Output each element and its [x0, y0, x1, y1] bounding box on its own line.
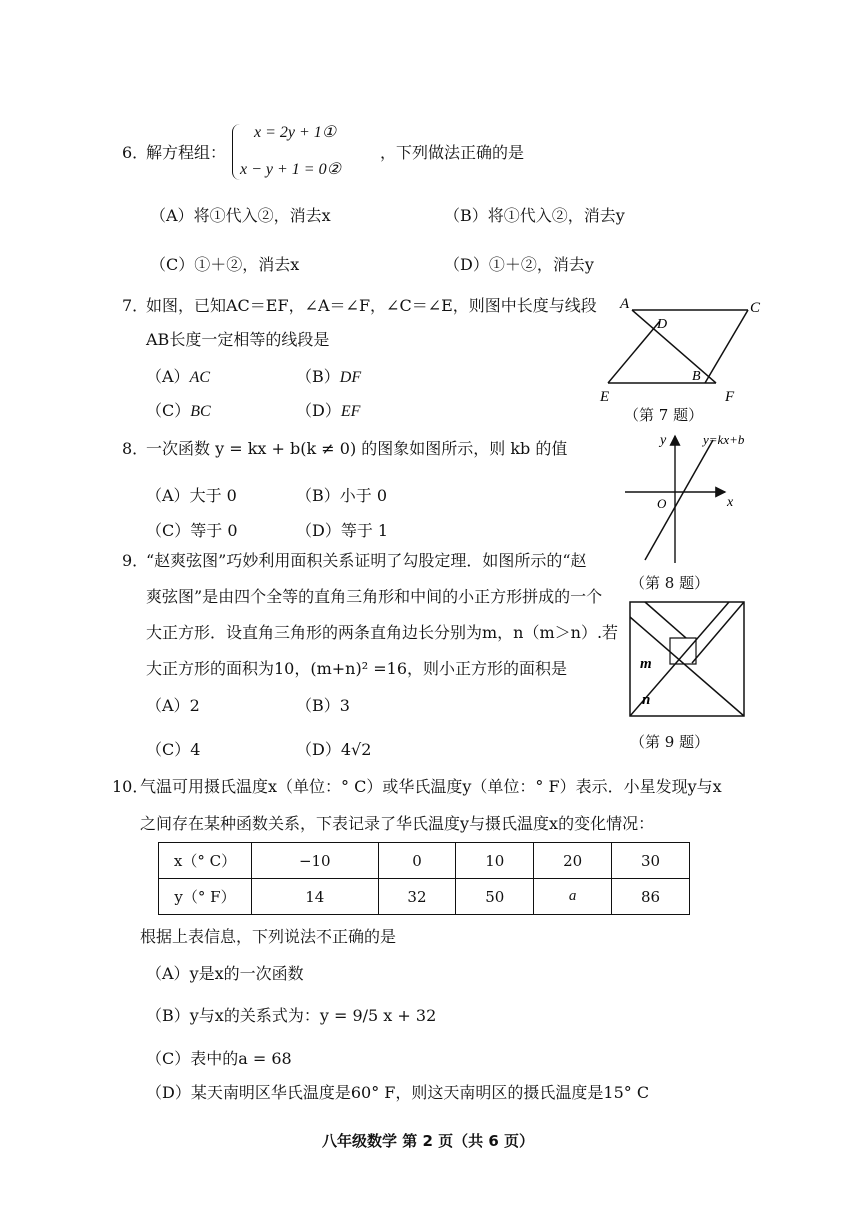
q10-option-d: （D）某天南明区华氏温度是60° F，则这天南明区的摄氏温度是15° C	[146, 1083, 650, 1102]
q9-inner-square	[670, 638, 696, 664]
q8-option-c: （C）等于 0	[146, 521, 238, 540]
q9-option-d: （D）4√2	[296, 740, 372, 759]
q10-cell: −10	[252, 843, 379, 879]
q10-line-1: 气温可用摄氏温度x（单位：° C）或华氏温度y（单位：° F）表示．小星发现y与x	[140, 777, 722, 796]
q10-cell: 0	[378, 843, 456, 879]
q6-equation-2: x − y + 1 = 0②	[240, 161, 341, 178]
q7-segment-cb	[705, 310, 748, 383]
q10-line-3: 根据上表信息，下列说法不正确的是	[140, 927, 397, 946]
q7-option-a: （A）AC	[146, 367, 211, 386]
q7-point-b: B	[692, 369, 701, 384]
q9-number: 9．	[122, 551, 149, 570]
q8-figure	[615, 428, 765, 568]
q9-line-1: “赵爽弦图”巧妙利用面积关系证明了勾股定理．如图所示的“赵	[146, 551, 587, 570]
q8-origin-label: O	[657, 496, 667, 511]
q7-figure	[590, 288, 780, 418]
q8-text: 一次函数 y = kx + b(k ≠ 0) 的图象如图所示，则 kb 的值	[146, 439, 568, 458]
q7-point-c: C	[750, 300, 761, 316]
q9-option-c: （C）4	[146, 740, 201, 759]
q10-cell: 32	[378, 879, 456, 915]
q7-option-b: （B）DF	[296, 367, 362, 386]
q9-segment-3	[692, 602, 744, 663]
q9-line-3: 大正方形．设直角三角形的两条直角边长分别为m，n（m＞n）.若	[146, 623, 619, 642]
q8-axis-x-label: x	[727, 495, 734, 510]
q8-axis-y-label: y	[660, 433, 667, 448]
q7-caption: （第 7 题）	[624, 406, 704, 424]
q7-option-c: （C）BC	[146, 401, 211, 420]
q9-line-4: 大正方形的面积为10，(m+n)² =16，则小正方形的面积是	[146, 659, 567, 678]
q10-line-2: 之间存在某种函数关系，下表记录了华氏温度y与摄氏温度x的变化情况：	[140, 814, 655, 833]
q7-segment-de	[608, 321, 660, 383]
q8-line-label: y=kx+b	[703, 432, 745, 447]
q6-option-b: （B）将①代入②，消去y	[444, 206, 625, 225]
q9-caption: （第 9 题）	[630, 733, 710, 751]
q10-cell: 14	[252, 879, 379, 915]
q8-option-d: （D）等于 1	[296, 521, 389, 540]
q10-cell-header-x: x（° C）	[159, 843, 252, 879]
q10-cell: 10	[456, 843, 534, 879]
q9-option-b: （B）3	[296, 696, 350, 715]
q10-cell: 50	[456, 879, 534, 915]
q8-option-b: （B）小于 0	[296, 486, 388, 505]
q7-line-1: 如图，已知AC＝EF，∠A＝∠F，∠C＝∠E，则图中长度与线段	[146, 296, 597, 315]
q10-cell: a	[534, 879, 612, 915]
q8-function-line	[645, 440, 713, 560]
page-footer: 八年级数学 第 2 页（共 6 页）	[322, 1132, 534, 1150]
q8-option-a: （A）大于 0	[146, 486, 237, 505]
q7-segment-af	[632, 310, 716, 383]
q10-cell: 20	[534, 843, 612, 879]
q9-option-a: （A）2	[146, 696, 200, 715]
q7-point-f: F	[725, 389, 735, 405]
q7-point-a: A	[620, 296, 630, 312]
q10-number: 10．	[112, 777, 149, 796]
q10-option-b: （B）y与x的关系式为：y = 9/5 x + 32	[146, 1006, 437, 1025]
q6-option-d: （D）①＋②，消去y	[444, 255, 594, 274]
q9-figure	[626, 598, 748, 722]
q9-label-n: n	[642, 692, 651, 708]
q7-point-d: D	[657, 317, 668, 332]
q6-option-c: （C）①＋②，消去x	[150, 255, 300, 274]
q6-suffix: ，下列做法正确的是	[380, 143, 525, 162]
q10-table	[158, 842, 690, 915]
q9-label-m: m	[640, 656, 652, 672]
q6-prefix: 解方程组：	[146, 143, 227, 162]
q10-option-c: （C）表中的a = 68	[146, 1049, 292, 1068]
q7-option-d: （D）EF	[296, 401, 361, 420]
q7-point-e: E	[600, 389, 610, 405]
q6-option-a: （A）将①代入②，消去x	[150, 206, 331, 225]
q10-cell: 30	[612, 843, 690, 879]
q8-number: 8．	[122, 439, 149, 458]
q10-cell-header-y: y（° F）	[159, 879, 252, 915]
q10-cell: 86	[612, 879, 690, 915]
q7-number: 7．	[122, 296, 149, 315]
q6-number: 6．	[122, 143, 149, 162]
q7-line-2: AB长度一定相等的线段是	[146, 330, 330, 349]
q9-segment-4	[645, 602, 686, 638]
q8-caption: （第 8 题）	[630, 574, 710, 592]
q10-option-a: （A）y是x的一次函数	[146, 964, 304, 983]
q6-equation-1: x = 2y + 1①	[254, 124, 337, 141]
q10-table-row-y	[159, 879, 690, 915]
q10-table-row-x	[159, 843, 690, 879]
q9-line-2: 爽弦图”是由四个全等的直角三角形和中间的小正方形拼成的一个	[146, 587, 603, 606]
